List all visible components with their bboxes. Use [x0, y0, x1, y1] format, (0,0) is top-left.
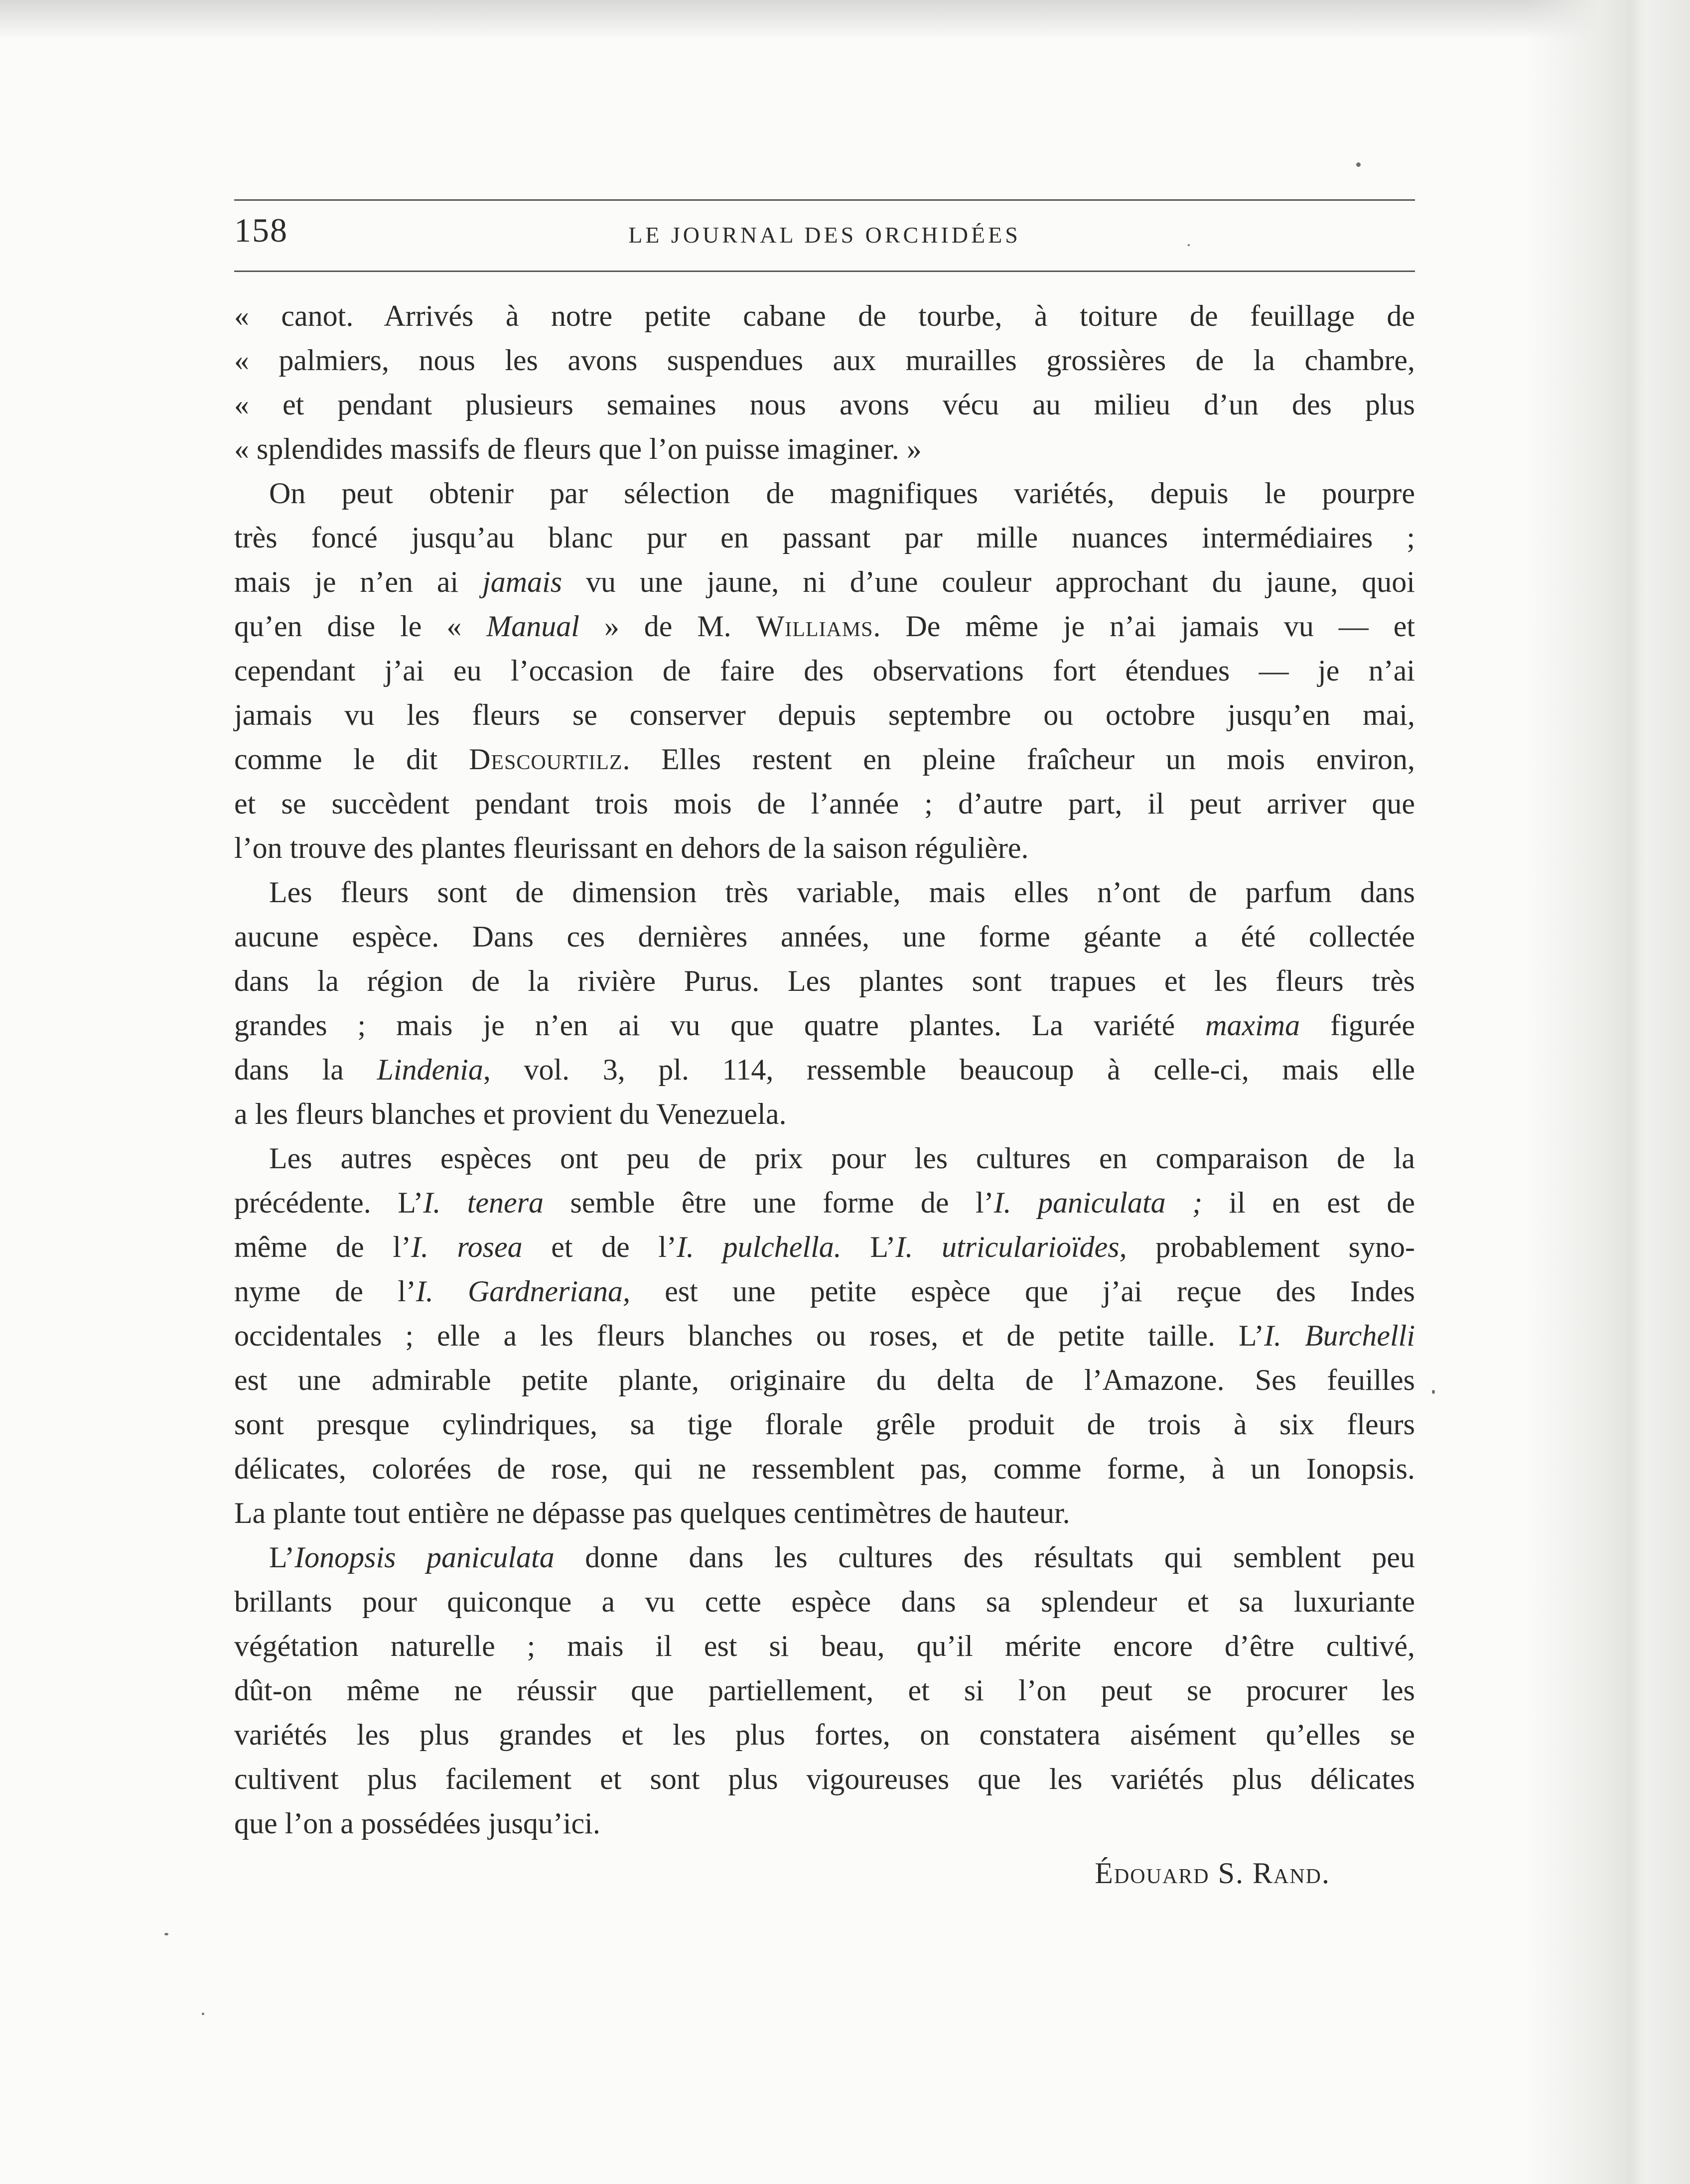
text-line	[234, 1668, 1415, 1713]
text-segment: aucune espèce. Dans ces dernières années, une forme géante a été collectée	[234, 920, 1415, 953]
text-line	[234, 1624, 1415, 1668]
text-segment: très foncé jusqu’au blanc pur en passant par mille nuances intermédiaires ;	[234, 521, 1415, 554]
scan-shadow-right	[1526, 0, 1690, 2184]
page-number: 158	[234, 211, 288, 249]
text-segment: « splendides massifs de fleurs que l’on puisse imaginer. »	[234, 432, 922, 465]
text-segment: occidentales ; elle a les fleurs blanches ou roses, et de petite taille. L’	[234, 1319, 1265, 1352]
italic-text: I. paniculata ;	[993, 1186, 1203, 1219]
text-line	[234, 1003, 1415, 1048]
text-segment: comme le dit	[234, 743, 469, 776]
text-segment: que l’on a possédées jusqu’ici.	[234, 1807, 600, 1840]
text-segment: même de l’	[234, 1230, 412, 1263]
text-line	[234, 1225, 1415, 1269]
italic-text: Ionopsis paniculata	[294, 1541, 555, 1574]
text-line	[234, 1713, 1415, 1757]
text-segment: et se succèdent pendant trois mois de l’année ; d’autre part, il peut arriver que	[234, 787, 1415, 820]
text-segment: mais je n’en ai	[234, 565, 483, 598]
italic-text: maxima	[1205, 1009, 1300, 1042]
italic-text: I. rosea	[411, 1230, 523, 1263]
text-segment: cultivent plus facilement et sont plus vigoureuses que les variétés plus délicates	[234, 1763, 1415, 1795]
text-line	[234, 294, 1415, 338]
journal-title: LE JOURNAL DES ORCHIDÉES	[628, 222, 1021, 248]
text-line	[234, 471, 1415, 516]
text-line	[234, 826, 1415, 870]
italic-text: I. Gardneriana,	[416, 1275, 631, 1308]
running-head	[234, 199, 1415, 272]
italic-text: Lindenia	[377, 1053, 483, 1086]
text-segment: est une petite espèce que j’ai reçue des Indes	[630, 1275, 1415, 1308]
text-segment: dût-on même ne réussir que partiellement, et si l’on peut se procurer les	[234, 1674, 1415, 1707]
text-line	[234, 1580, 1415, 1624]
text-segment: brillants pour quiconque a vu cette espèce dans sa splendeur et sa luxuriante	[234, 1585, 1415, 1618]
text-segment: dans la région de la rivière Purus. Les plantes sont trapues et les fleurs très	[234, 964, 1415, 997]
text-line	[234, 1048, 1415, 1092]
text-line	[234, 870, 1415, 915]
text-segment: Les autres espèces ont peu de prix pour les cultures en comparaison de la	[269, 1142, 1415, 1175]
text-line	[234, 516, 1415, 560]
text-segment: a les fleurs blanches et provient du Venezuela.	[234, 1097, 787, 1130]
italic-text: I. tenera	[423, 1186, 544, 1219]
article-body	[234, 294, 1415, 1896]
text-segment: Les fleurs sont de dimension très variable, mais elles n’ont de parfum dans	[269, 876, 1415, 909]
text-segment: « palmiers, nous les avons suspendues aux murailles grossières de la chambre,	[234, 344, 1415, 377]
text-segment: semble être une forme de l’	[544, 1186, 994, 1219]
printed-page	[234, 199, 1415, 1963]
text-line	[234, 1447, 1415, 1491]
text-segment: délicates, colorées de rose, qui ne ressemblent pas, comme forme, à un Ionopsis.	[234, 1452, 1415, 1485]
text-line	[234, 959, 1415, 1003]
text-line	[234, 1402, 1415, 1447]
text-line	[234, 693, 1415, 737]
italic-text: I. Burchelli	[1264, 1319, 1415, 1352]
text-segment: vu une jaune, ni d’une couleur approchant du jaune, quoi	[562, 565, 1415, 598]
italic-text: Manual	[486, 610, 579, 643]
text-line	[234, 1269, 1415, 1314]
text-line	[234, 604, 1415, 649]
text-segment: variétés les plus grandes et les plus fortes, on constatera aisément qu’elles se	[234, 1718, 1415, 1751]
text-line	[234, 427, 1415, 471]
text-segment: végétation naturelle ; mais il est si beau, qu’il mérite encore d’être cultivé,	[234, 1630, 1415, 1662]
text-line	[234, 1757, 1415, 1801]
text-segment: dans la	[234, 1053, 377, 1086]
author-signature: Édouard S. Rand.	[1095, 1857, 1330, 1890]
text-line	[234, 1314, 1415, 1358]
text-segment: est une admirable petite plante, originaire du delta de l’Amazone. Ses feuilles	[234, 1364, 1415, 1396]
text-segment: jamais vu les fleurs se conserver depuis septembre ou octobre jusqu’en mai,	[234, 698, 1415, 731]
italic-text: I. utricularioïdes,	[895, 1230, 1127, 1263]
text-segment: qu’en dise le «	[234, 610, 487, 643]
text-line	[234, 1136, 1415, 1181]
text-line	[234, 1535, 1415, 1580]
text-segment: il en est de	[1202, 1186, 1415, 1219]
text-line	[234, 737, 1415, 782]
text-segment: figurée	[1300, 1009, 1415, 1042]
text-segment: « canot. Arrivés à notre petite cabane de tourbe, à toiture de feuillage de	[234, 299, 1415, 332]
text-segment: « et pendant plusieurs semaines nous avons vécu au milieu d’un des plus	[234, 388, 1415, 421]
text-segment: sont presque cylindriques, sa tige florale grêle produit de trois à six fleurs	[234, 1408, 1415, 1441]
italic-text: jamais	[482, 565, 563, 598]
text-segment: » de M.	[579, 610, 756, 643]
text-segment: On peut obtenir par sélection de magnifiques variétés, depuis le pourpre	[269, 477, 1415, 510]
text-segment: L’	[269, 1541, 295, 1574]
text-segment: cependant j’ai eu l’occasion de faire des observations fort étendues — je n’ai	[234, 654, 1415, 687]
text-segment: grandes ; mais je n’en ai vu que quatre plantes. La variété	[234, 1009, 1206, 1042]
text-segment: . De même je n’ai jamais vu — et	[873, 610, 1415, 643]
text-segment: précédente. L’	[234, 1186, 423, 1219]
text-segment: La plante tout entière ne dépasse pas quelques centimètres de hauteur.	[234, 1497, 1070, 1529]
text-line	[234, 560, 1415, 604]
text-line	[234, 649, 1415, 693]
author-name: Descourtilz	[469, 743, 623, 776]
text-line	[234, 1181, 1415, 1225]
scan-shadow-top	[0, 0, 1690, 40]
text-segment: donne dans les cultures des résultats qui semblent peu	[554, 1541, 1415, 1574]
text-segment: L’	[841, 1230, 896, 1263]
text-line	[234, 338, 1415, 383]
text-line	[234, 782, 1415, 826]
italic-text: I. pulchella.	[676, 1230, 842, 1263]
text-line	[234, 1358, 1415, 1402]
text-segment: l’on trouve des plantes fleurissant en dehors de la saison régulière.	[234, 831, 1029, 864]
text-line	[234, 915, 1415, 959]
text-line	[234, 1491, 1415, 1535]
text-segment: , vol. 3, pl. 114, ressemble beaucoup à celle-ci, mais elle	[483, 1053, 1415, 1086]
text-segment: probablement syno-	[1127, 1230, 1415, 1263]
text-segment: et de l’	[522, 1230, 677, 1263]
author-name: Williams	[756, 610, 873, 643]
text-line	[234, 1801, 1415, 1846]
text-line	[234, 383, 1415, 427]
text-line	[234, 1092, 1415, 1136]
text-segment: . Elles restent en pleine fraîcheur un mois environ,	[622, 743, 1415, 776]
text-segment: nyme de l’	[234, 1275, 416, 1308]
